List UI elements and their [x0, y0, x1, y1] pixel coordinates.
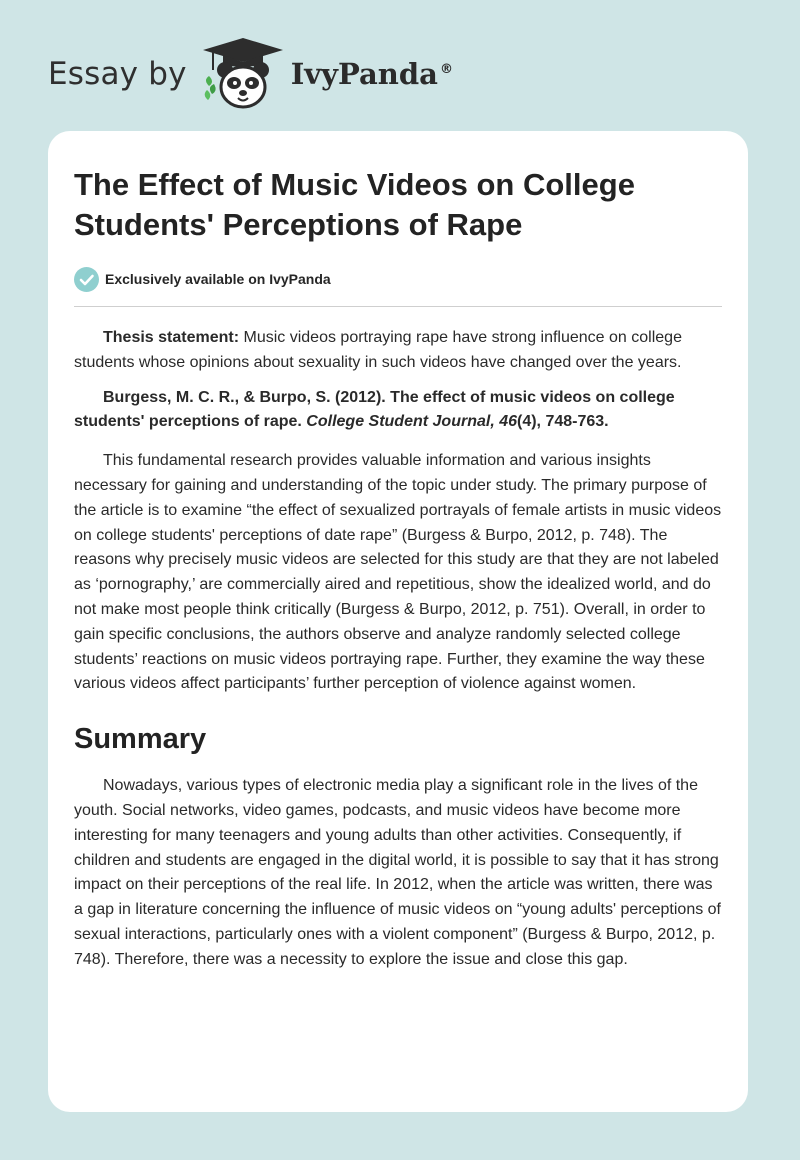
thesis-label: Thesis statement:: [103, 329, 240, 346]
reference-issue-pages: (4), 748-763.: [517, 413, 609, 431]
summary-paragraph: Nowadays, various types of electronic media play a significant role in the lives of the youth. Social networks, video games, podcasts, and music videos have become more interesting for many teenagers and young adults than other activities. Consequently, if children and students are engaged in the digital world, it is possible to say that it has strong impact on their perceptions of the real life. In 2012, when the article was written, there was a gap in literature concerning the influence of music videos on “young adults' perceptions of sexual interactions, particularly ones with a violent component” (Burgess & Burpo, 2012, p. 748). Therefore, there was a necessity to explore the issue and close this gap.: [74, 777, 721, 968]
essay-by-label: Essay by: [48, 56, 187, 92]
intro-paragraph: This fundamental research provides valuable information and various insights necessary for gaining and understanding of the topic under study. The primary purpose of the article is to examine “the effect of sexualized portrayals of female artists in music videos on college students' perceptions of date rape” (Burgess & Burpo, 2012, p. 748). The reasons why precisely music videos are selected for this study are that they are not labeled as ‘pornography,’ are commercially aired and repetitious, show the idealized world, and do not make most people think critically (Burgess & Burpo, 2012, p. 751). Overall, in order to gain specific conclusions, the authors observe and analyze randomly selected college students’ reactions on music videos portraying rape. Further, they examine the way these various videos affect participants’ further perception of violence against women.: [74, 452, 722, 693]
panda-graduate-logo-icon[interactable]: [201, 36, 285, 112]
check-circle-icon: [74, 267, 99, 292]
brand-name[interactable]: [291, 57, 453, 91]
article-title: The Effect of Music Videos on College Students' Perceptions of Rape: [74, 167, 635, 242]
thesis-paragraph: [74, 326, 722, 376]
thesis-text: Music videos portraying rape have strong influence on college students whose opinions about sexuality in such videos have changed over the years.: [74, 329, 682, 371]
exclusive-badge-text: Exclusively available on IvyPanda: [105, 271, 331, 287]
site-header: [48, 36, 453, 112]
article-card: [48, 131, 748, 1112]
brand-name-text: IvyPanda: [290, 57, 438, 91]
exclusive-badge: [74, 265, 722, 293]
reference-authors-title: Burgess, M. C. R., & Burpo, S. (2012). The effect of music videos on college students' perceptions of rape.: [74, 388, 675, 431]
registered-mark: ®: [439, 62, 453, 78]
reference-citation: [74, 386, 722, 436]
summary-heading: Summary: [74, 723, 207, 756]
header-divider: [74, 306, 722, 307]
reference-journal: College Student Journal, 46: [306, 413, 517, 431]
